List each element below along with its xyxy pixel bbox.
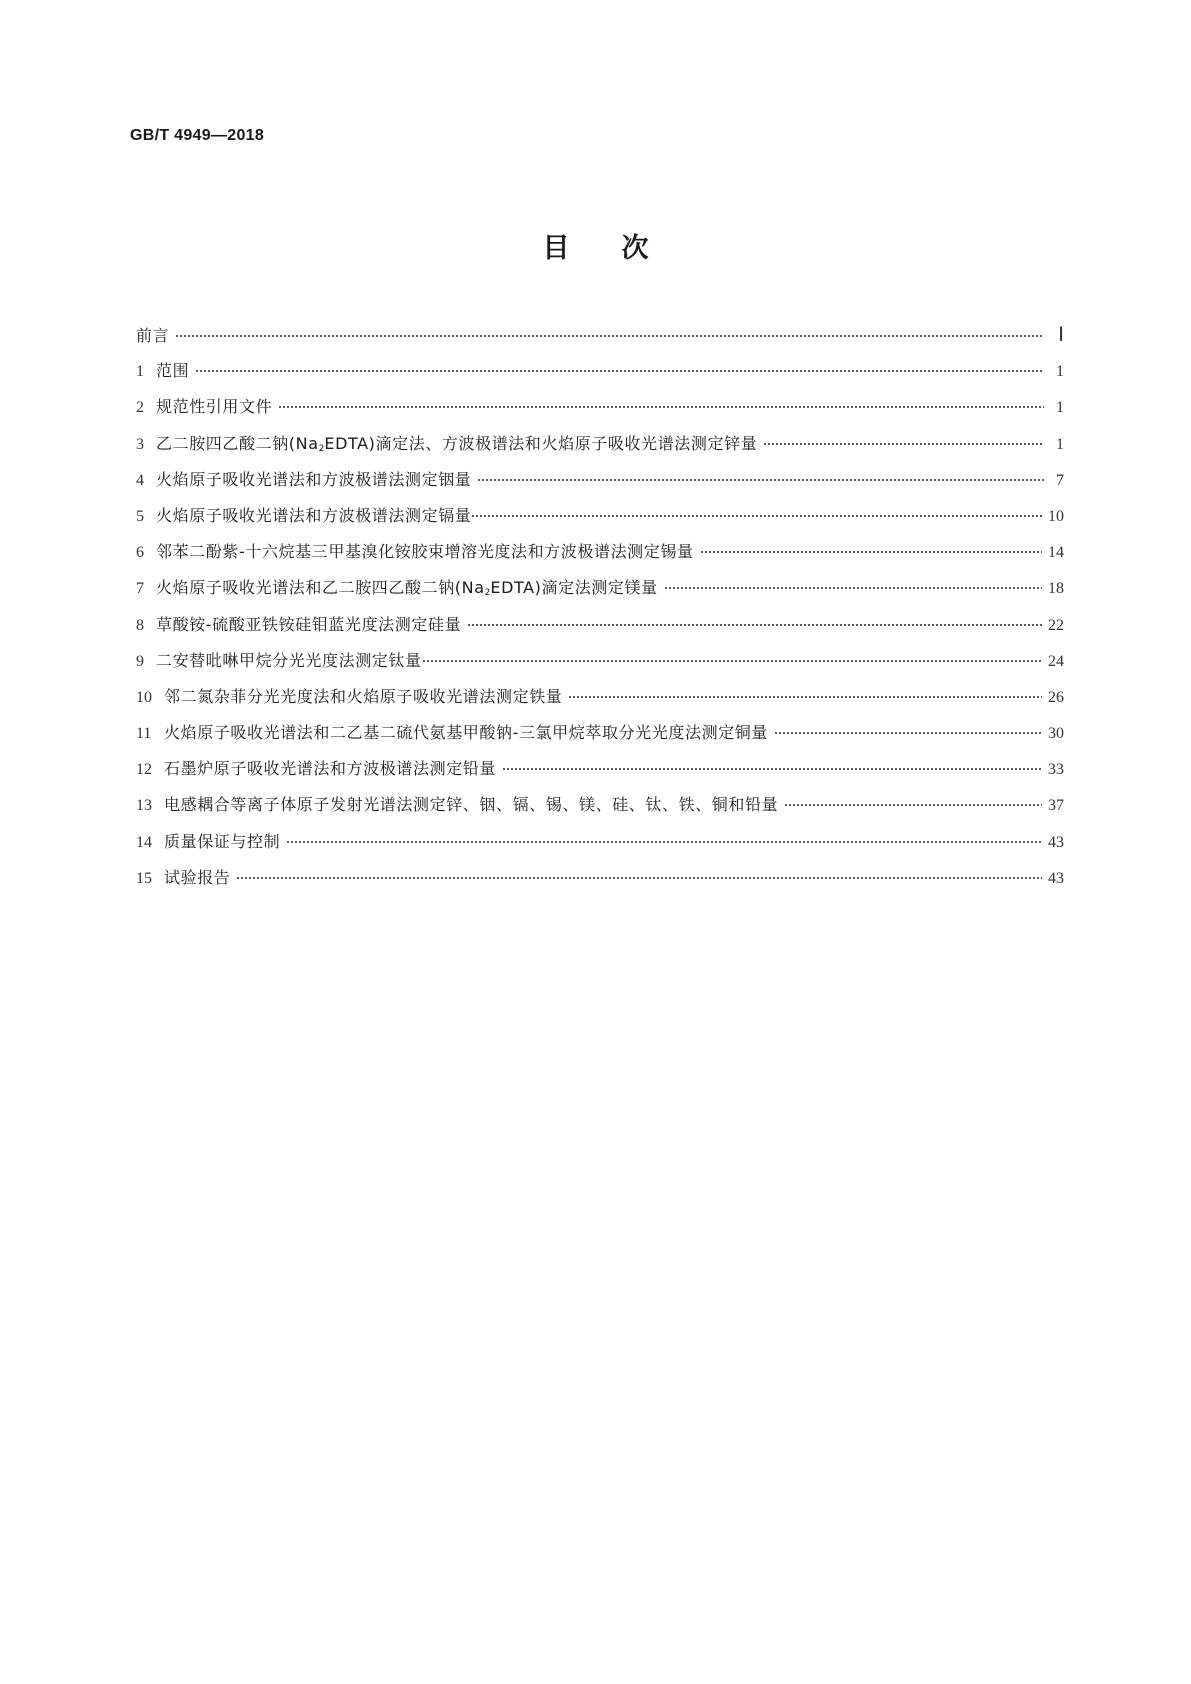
toc-entry[interactable] (136, 431, 1064, 467)
toc-entry[interactable] (136, 539, 1064, 575)
toc-entry-title-part: EDTA)滴定法测定镁量 (490, 578, 658, 598)
table-of-contents (136, 322, 1064, 901)
toc-entry-title-part: 乙二胺四乙酸二钠(Na (156, 433, 319, 453)
toc-entry-page: 30 (1048, 725, 1064, 743)
toc-entry-title: 质量保证与控制 (164, 831, 281, 851)
dot-leader (700, 550, 1042, 554)
subscript: 2 (318, 443, 325, 454)
toc-entry-page: 26 (1048, 688, 1064, 706)
toc-entry-title: 邻苯二酚紫-十六烷基三甲基溴化铵胶束增溶光度法和方波极谱法测定锡量 (156, 542, 694, 562)
subscript: 2 (484, 588, 491, 599)
toc-entry-page: 22 (1048, 616, 1064, 634)
toc-entry-title: 前言 (136, 326, 170, 345)
toc-entry-page: 14 (1048, 544, 1064, 562)
toc-entry-number: 4 (136, 471, 144, 489)
toc-entry-title: 范围 (156, 361, 190, 381)
toc-entry-number: 3 (136, 435, 144, 453)
dot-leader (286, 840, 1042, 844)
dot-leader (467, 623, 1042, 627)
toc-entry-page: 33 (1048, 761, 1064, 779)
toc-entry-page: 37 (1048, 797, 1064, 815)
toc-entry[interactable] (136, 612, 1064, 648)
dot-leader (774, 731, 1042, 735)
toc-entry-title: 草酸铵-硫酸亚铁铵硅钼蓝光度法测定硅量 (156, 614, 462, 634)
toc-entry-page: Ⅰ (1058, 324, 1064, 346)
toc-entry[interactable] (136, 720, 1064, 756)
toc-entry-number: 13 (136, 797, 152, 815)
dot-leader (278, 405, 1044, 409)
toc-entry-title: 石墨炉原子吸收光谱法和方波极谱法测定铅量 (164, 759, 497, 779)
dot-leader (471, 514, 1042, 518)
toc-entry-page: 1 (1056, 435, 1064, 453)
toc-entry[interactable] (136, 648, 1064, 684)
dot-leader (784, 803, 1042, 807)
toc-entry[interactable] (136, 358, 1064, 394)
toc-entry[interactable] (136, 467, 1064, 503)
toc-entry-page: 7 (1056, 471, 1064, 489)
toc-entry-number: 9 (136, 652, 144, 670)
toc-entry-page: 1 (1056, 363, 1064, 381)
dot-leader (568, 695, 1042, 699)
toc-entry-page: 18 (1048, 580, 1064, 598)
toc-entry-title: 试验报告 (164, 867, 231, 887)
toc-entry-number: 11 (136, 725, 152, 743)
toc-entry-number: 14 (136, 833, 152, 851)
toc-entry[interactable] (136, 792, 1064, 828)
toc-entry-title: 规范性引用文件 (156, 397, 273, 417)
toc-entry-page: 24 (1048, 652, 1064, 670)
toc-entry-page: 43 (1048, 833, 1064, 851)
toc-entry-title-part: EDTA)滴定法、方波极谱法和火焰原子吸收光谱法测定锌量 (324, 433, 758, 453)
toc-entry-title: 火焰原子吸收光谱法和二乙基二硫代氨基甲酸钠-三氯甲烷萃取分光光度法测定铜量 (164, 723, 768, 743)
toc-entry-number: 6 (136, 544, 144, 562)
toc-entry[interactable] (136, 575, 1064, 611)
toc-entry-title: 电感耦合等离子体原子发射光谱法测定锌、铟、镉、锡、镁、硅、钛、铁、铜和铅量 (164, 795, 779, 815)
toc-entry[interactable] (136, 829, 1064, 865)
toc-entry[interactable] (136, 322, 1064, 358)
toc-entry[interactable] (136, 503, 1064, 539)
toc-entry[interactable] (136, 394, 1064, 430)
toc-entry[interactable] (136, 684, 1064, 720)
document-id: GB/T 4949—2018 (130, 127, 265, 144)
dot-leader (422, 659, 1042, 663)
toc-entry-number: 1 (136, 363, 144, 381)
toc-entry-title-part: 火焰原子吸收光谱法和乙二胺四乙酸二钠(Na (156, 578, 485, 598)
toc-entry-title (156, 575, 658, 598)
toc-entry-number: 5 (136, 507, 144, 525)
toc-entry-title: 二安替吡啉甲烷分光光度法测定钛量 (156, 650, 422, 670)
dot-leader (175, 334, 1044, 338)
dot-leader (195, 369, 1044, 373)
toc-entry-number: 7 (136, 580, 144, 598)
toc-entry-title: 火焰原子吸收光谱法和方波极谱法测定镉量 (156, 505, 472, 525)
toc-entry-page: 1 (1056, 399, 1064, 417)
dot-leader (236, 876, 1042, 880)
toc-entry-number: 12 (136, 761, 152, 779)
toc-entry-title (156, 431, 757, 454)
toc-entry-page: 43 (1048, 869, 1064, 887)
dot-leader (477, 478, 1044, 482)
toc-entry[interactable] (136, 756, 1064, 792)
dot-leader (664, 586, 1042, 590)
dot-leader (502, 767, 1042, 771)
toc-entry-number: 8 (136, 616, 144, 634)
toc-entry-number: 2 (136, 399, 144, 417)
toc-entry-page: 10 (1048, 507, 1064, 525)
toc-entry-title: 邻二氮杂菲分光光度法和火焰原子吸收光谱法测定铁量 (164, 686, 563, 706)
toc-entry-number: 15 (136, 869, 152, 887)
toc-entry-title: 火焰原子吸收光谱法和方波极谱法测定铟量 (156, 469, 472, 489)
toc-entry[interactable] (136, 865, 1064, 901)
toc-entry-number: 10 (136, 688, 152, 706)
toc-title: 目次 (542, 233, 701, 264)
dot-leader (763, 442, 1044, 446)
